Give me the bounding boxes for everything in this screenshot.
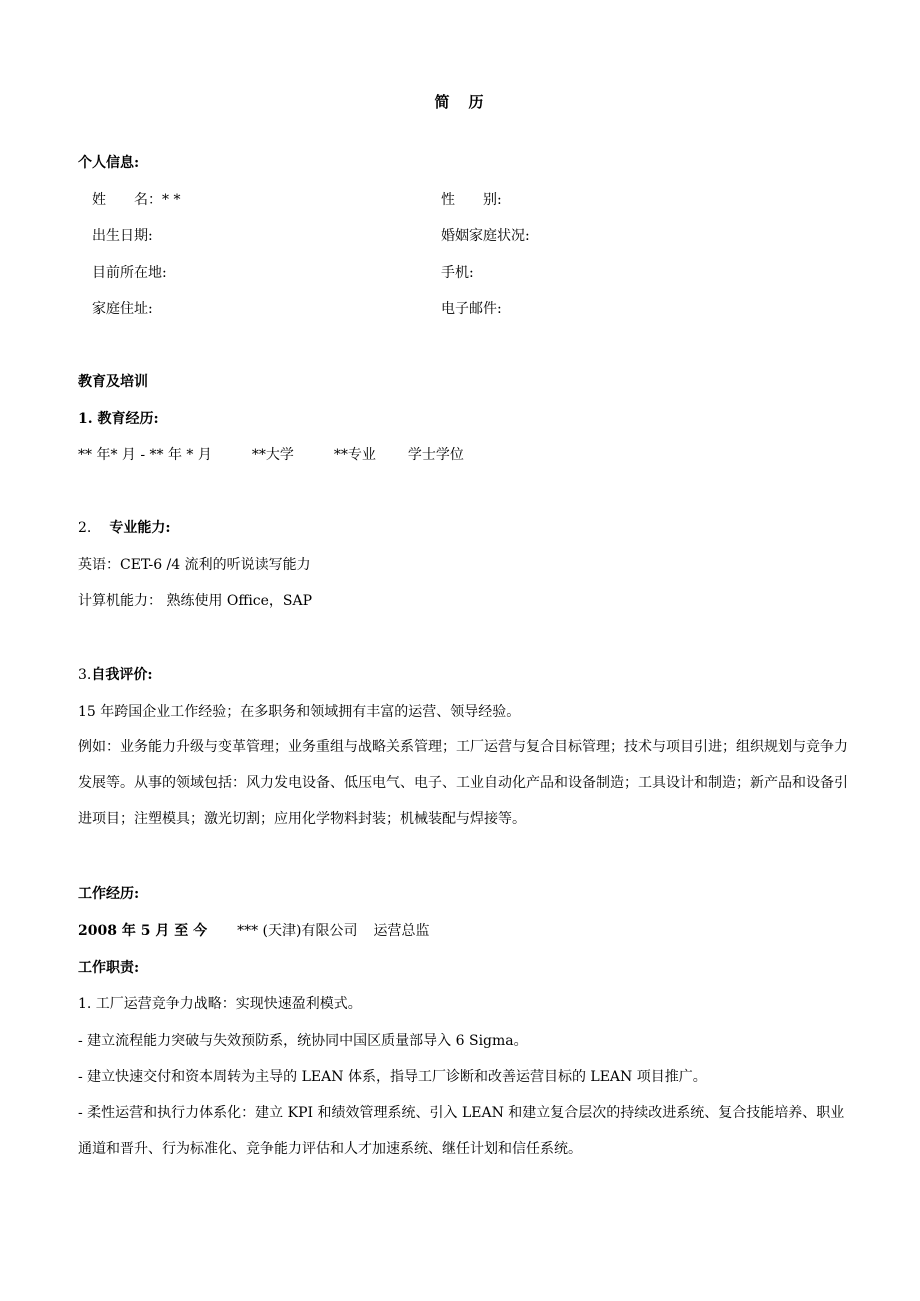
education-major: **专业 [333, 447, 376, 463]
education-heading: 教育及培训 [78, 374, 148, 390]
work-position: 运营总监 [373, 923, 430, 939]
gender-field: 性 别: [441, 192, 502, 208]
location-field: 目前所在地: [92, 265, 167, 281]
skills-heading-label: 专业能力: [109, 520, 171, 536]
page-title: 简 历 [434, 93, 486, 111]
duties-heading: 工作职责: [78, 960, 140, 976]
education-period: ** 年* 月 - ** 年 * 月 [78, 447, 212, 463]
self-evaluation-heading [78, 665, 153, 685]
duty-item: - 建立流程能力突破与失效预防系，统协同中国区质量部导入 6 Sigma。 [78, 1033, 528, 1049]
self-evaluation-summary: 15 年跨国企业工作经验；在多职务和领域拥有丰富的运营、领导经验。 [78, 704, 521, 720]
personal-info-heading: 个人信息: [78, 155, 140, 171]
skills-heading [78, 518, 171, 538]
education-entry [78, 445, 464, 465]
self-evaluation-detail: 例如：业务能力升级与变革管理；业务重组与战略关系管理；工厂运营与复合目标管理；技术与项目引进；组织规划与竞争力发展等。从事的领域包括：风力发电设备、低压电气、电子、工业自动化产品和设备制造；工具设计和制造；新产品和设备引进项目；注塑模具；激光切割；应用化学物料封装；机械装配与焊接等。 [78, 739, 848, 827]
email-field: 电子邮件: [441, 301, 502, 317]
work-period: 2008 年 5 月 至 今 [78, 923, 208, 939]
education-school: **大学 [251, 447, 294, 463]
computer-skill: 计算机能力： 熟练使用 Office，SAP [78, 593, 313, 609]
work-company: *** (天津)有限公司 [237, 923, 358, 939]
marital-field: 婚姻家庭状况: [441, 228, 530, 244]
birth-field: 出生日期: [92, 228, 153, 244]
skills-heading-number: 2. [78, 520, 92, 536]
mobile-field: 手机: [441, 265, 474, 281]
duty-item: - 建立快速交付和资本周转为主导的 LEAN 体系，指导工厂诊断和改善运营目标的 LEAN 项目推广。 [78, 1069, 707, 1085]
name-field: 姓 名：* * [92, 192, 181, 208]
self-evaluation-number: 3. [78, 667, 92, 683]
education-degree: 学士学位 [407, 447, 464, 463]
work-history-heading: 工作经历: [78, 886, 140, 902]
work-entry [78, 921, 429, 941]
duty-item: 1. 工厂运营竞争力战略：实现快速盈利模式。 [78, 996, 362, 1012]
self-evaluation-label: 自我评价: [91, 667, 153, 683]
education-history-heading: 1. 教育经历: [78, 411, 159, 427]
duty-item: - 柔性运营和执行力体系化：建立 KPI 和绩效管理系统、引入 LEAN 和建立复合层次的持续改进系统、复合技能培养、职业通道和晋升、行为标准化、竞争能力评估和人才加速系统、继任计划和信任系统。 [78, 1105, 845, 1157]
english-skill: 英语：CET-6 /4 流利的听说读写能力 [78, 557, 311, 573]
address-field: 家庭住址: [92, 301, 153, 317]
